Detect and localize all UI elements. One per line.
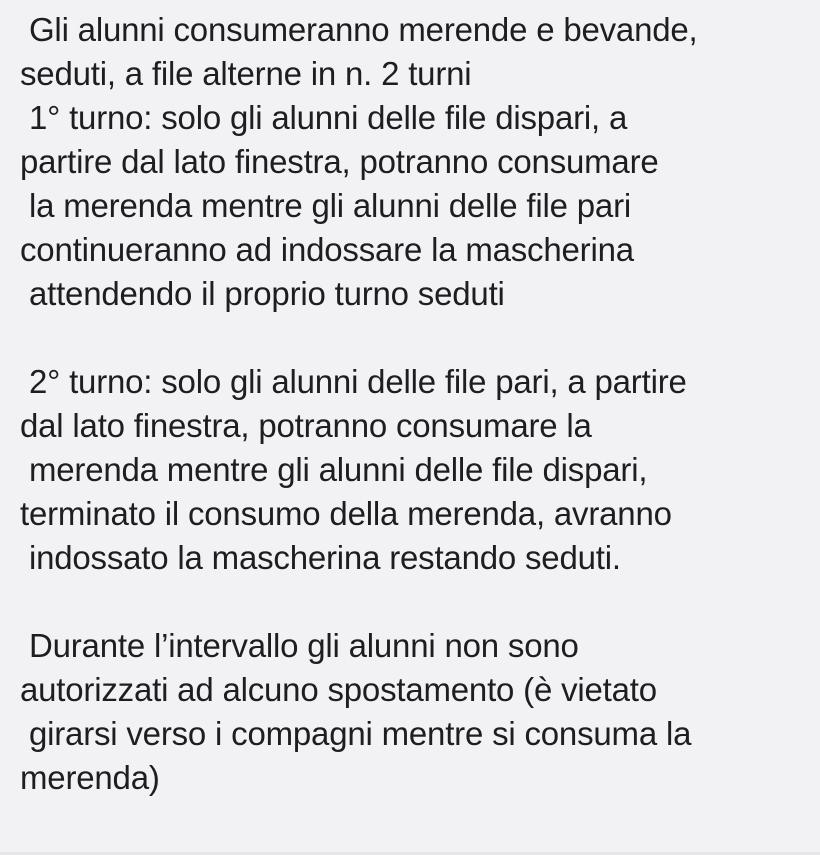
text-line: terminato il consumo della merenda, avranno bbox=[20, 495, 672, 532]
text-line: merenda mentre gli alunni delle file dispari, bbox=[20, 451, 648, 488]
text-line: girarsi verso i compagni mentre si consuma la bbox=[20, 715, 692, 752]
text-line: continueranno ad indossare la mascherina bbox=[20, 231, 634, 268]
text-line: dal lato finestra, potranno consumare la bbox=[20, 407, 592, 444]
text-line: indossato la mascherina restando seduti. bbox=[20, 539, 621, 576]
text-line: autorizzati ad alcuno spostamento (è vietato bbox=[20, 671, 657, 708]
paragraph-turni-intro bbox=[20, 8, 820, 316]
text-line: attendendo il proprio turno seduti bbox=[20, 275, 505, 312]
text-line: Gli alunni consumeranno merende e bevande, bbox=[20, 11, 698, 48]
paragraph-spacer bbox=[20, 316, 820, 360]
text-line: Durante l’intervallo gli alunni non sono bbox=[20, 627, 579, 664]
paragraph-intervallo bbox=[20, 624, 820, 800]
text-line: 2° turno: solo gli alunni delle file pari, a partire bbox=[20, 363, 687, 400]
paragraph-spacer bbox=[20, 580, 820, 624]
text-line: 1° turno: solo gli alunni delle file dispari, a bbox=[20, 99, 628, 136]
text-line: partire dal lato finestra, potranno consumare bbox=[20, 143, 659, 180]
paragraph-secondo-turno bbox=[20, 360, 820, 580]
text-line: la merenda mentre gli alunni delle file pari bbox=[20, 187, 632, 224]
text-line: merenda) bbox=[20, 759, 160, 796]
text-line: seduti, a file alterne in n. 2 turni bbox=[20, 55, 472, 92]
